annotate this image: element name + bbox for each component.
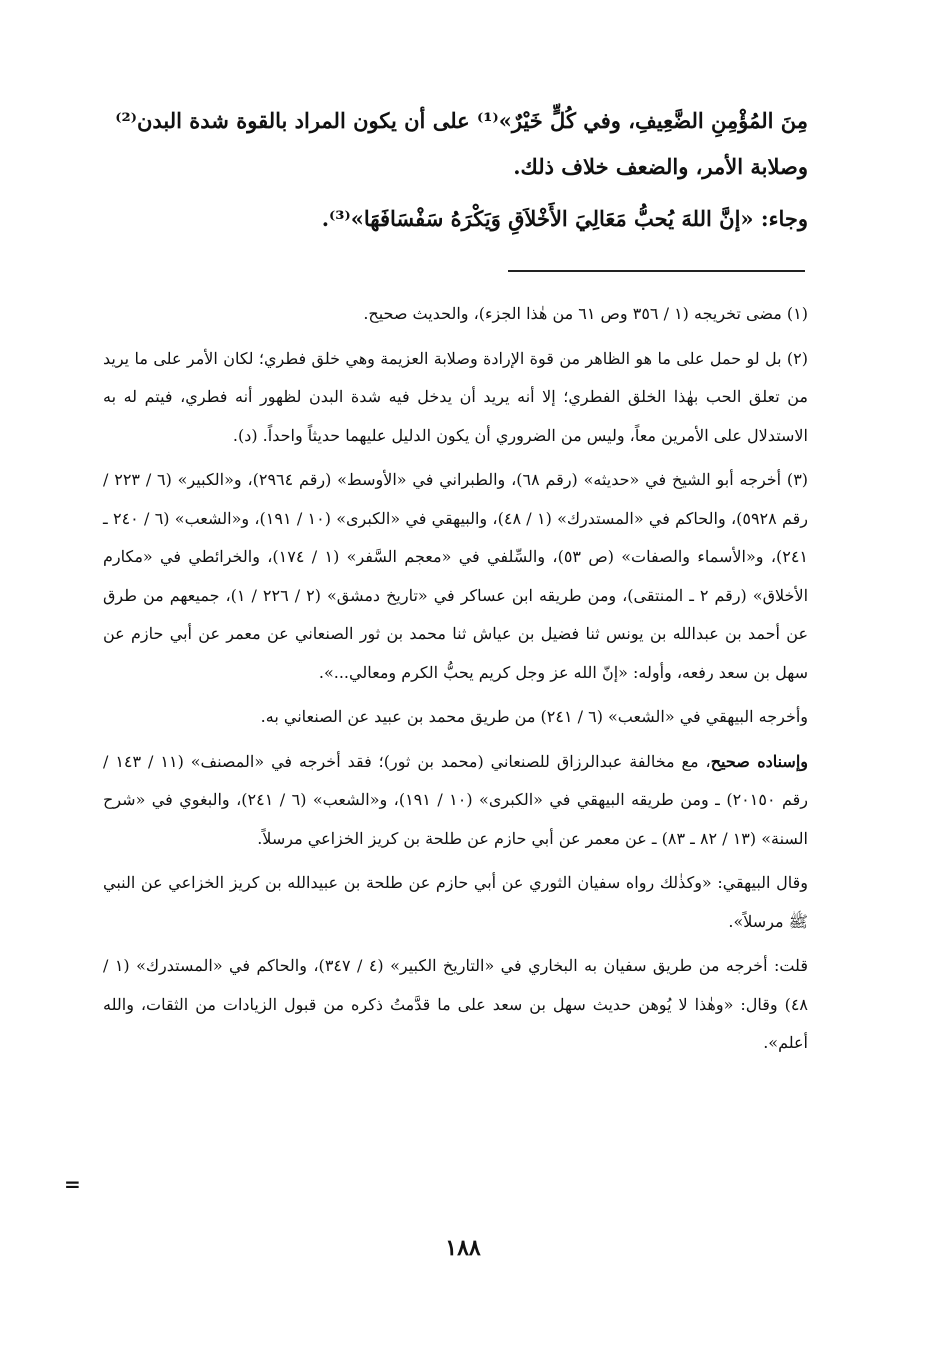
main-text bbox=[103, 98, 808, 242]
main-text-line-1: مِنَ المُؤْمِنِ الضَّعِيفِ، وفي كُلٍّ خَيْرٌ»⁽¹⁾ على أن يكون المراد بالقوة شدة البدن⁽²⁾ bbox=[115, 108, 808, 133]
footnote-3-paragraph-5: قلت: أخرجه من طريق سفيان به البخاري في «التاريخ الكبير» (٤ / ٣٤٧)، والحاكم في «المستدرك» (١ / ٤٨) وقال: «وهٰذا لا يُوهن حديث سهل بن سعد على ما قدَّمتُ ذكره من قبول الزيادات من الثقات، والله أعلم». bbox=[103, 956, 808, 1052]
footnote-3-paragraph-2: وأخرجه البيهقي في «الشعب» (٦ / ٢٤١) من طريق محمد بن عبيد عن الصنعاني به. bbox=[260, 707, 808, 726]
footnote-separator bbox=[508, 270, 805, 272]
continuation-mark: = bbox=[64, 1172, 81, 1196]
footnote-2: (٢) بل لو حمل على ما هو الظاهر من قوة الإرادة وصلابة العزيمة وهي خلق فطري؛ لكان الأمر على ما يريد من تعلق الحب بهٰذا الخلق الفطري؛ إلا أنه يريد أن يدخل فيه شدة البدن لظهور أنه فطري، فيتم له به الاستدلال على الأمرين معاً، وليس من الضروري أن يكون الدليل عليهما حديثاً واحداً. (د). bbox=[103, 348, 808, 445]
page-number: ١٨٨ bbox=[445, 1235, 481, 1261]
main-text-line-2: وصلابة الأمر، والضعف خلاف ذلك. bbox=[513, 154, 808, 179]
footnote-3-paragraph-3-text: ، مع مخالفة عبدالرزاق للصنعاني (محمد بن ثور)؛ فقد أخرجه في «المصنف» (١١ / ١٤٣ / رقم ٢٠١٥٠) ـ ومن طريقه البيهقي في «الكبرى» (١٠ / ١٩١)، و«الشعب» (٦ / ٢٤١)، والبغوي في «شرح السنة» (١٣ / ٨٢ ـ ٨٣) ـ عن معمر عن أبي حازم عن طلحة بن كريز الخزاعي مرسلاً. bbox=[103, 751, 809, 848]
footnote-3: (٣) أخرجه أبو الشيخ في «حديثه» (رقم ٦٨)، والطبراني في «الأوسط» (رقم ٢٩٦٤)، و«الكبير» (٦ / ٢٢٣ / رقم ٥٩٢٨)، والحاكم في «المستدرك» (١ / ٤٨)، والبيهقي في «الكبرى» (١٠ / ١٩١)، و«الشعب» (٦ / ٢٤٠ ـ ٢٤١)، و«الأسماء والصفات» (ص ٥٣)، والسِّلفي في «معجم السَّفر» (١ / ١٧٤)، والخرائطي في «مكارم الأخلاق» (رقم ٢ ـ المنتقى)، ومن طريقه ابن عساكر في «تاريخ دمشق» (٢ / ٢٢٦ / ١)، جميعهم من طرق عن أحمد بن عبدالله بن يونس ثنا فضيل بن عياش ثنا محمد بن ثور الصنعاني عن معمر عن أبي حازم عن سهل بن سعد رفعه، وأوله: «إنّ الله عز وجل كريم يحبُّ الكرم ومعالي...». bbox=[103, 470, 809, 682]
footnotes bbox=[103, 295, 808, 1069]
footnote-3-paragraph-3 bbox=[103, 743, 808, 859]
footnote-1: (١) مضى تخريجه (١ / ٣٥٦ وص ٦١ من هٰذا الجزء)، والحديث صحيح. bbox=[363, 304, 808, 323]
footnote-3-paragraph-4: وقال البيهقي: «وكذٰلك رواه سفيان الثوري عن أبي حازم عن طلحة بن عبيدالله بن كريز الخزاعي عن النبي ﷺ مرسلاً». bbox=[103, 873, 808, 931]
hadith-quote: وجاء: «إنَّ اللهَ يُحبُّ مَعَالِيَ الأَخْلاَقِ وَيَكْرَهُ سَفْسَافَهَا»⁽³⁾. bbox=[321, 206, 808, 231]
isnad-verdict: وإسناده صحيح bbox=[710, 751, 808, 771]
